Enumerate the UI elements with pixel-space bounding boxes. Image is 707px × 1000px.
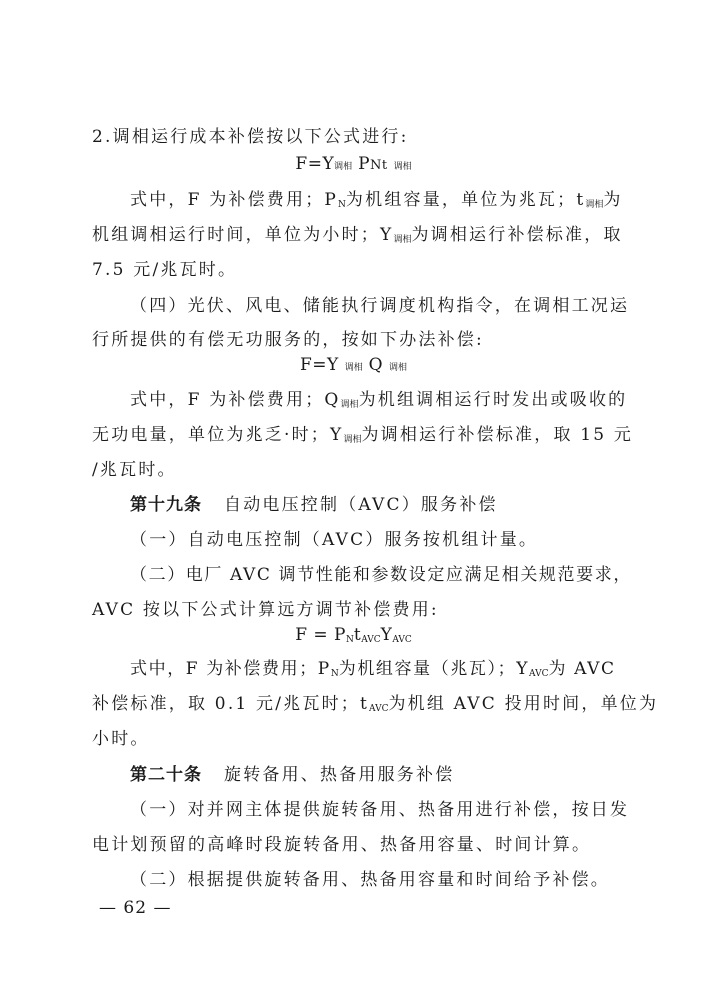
text-line: 无功电量，单位为兆乏·时；$Y_{调相}$为调相运行补偿标准，取 15 元 bbox=[92, 425, 634, 445]
text-line: 式中，F 为补偿费用；$P_N$为机组容量（兆瓦）；$Y_{AVC}$为 AVC bbox=[130, 659, 616, 679]
text-line: 式中，F 为补偿费用；$Q_{调相}$为机组调相运行时发出或吸收的 bbox=[130, 390, 628, 410]
article-19-heading: 第十九条 自动电压控制（AVC）服务补偿 bbox=[130, 495, 498, 515]
text-line: 7.5 元/兆瓦时。 bbox=[92, 260, 238, 280]
formula-2: F=Y 调相 Q 调相 bbox=[300, 355, 407, 375]
formula-1: F=Y调相 PNt 调相 bbox=[295, 154, 412, 174]
text-line: 2.调相运行成本补偿按以下公式进行: bbox=[92, 127, 409, 147]
text-line: AVC 按以下公式计算远方调节补偿费用: bbox=[92, 600, 439, 620]
text-line: 式中，F 为补偿费用；$P_N$为机组容量，单位为兆瓦；$t_{调相}$为 bbox=[130, 190, 623, 210]
page-number: — 62 — bbox=[99, 898, 172, 918]
text-line: （一）对并网主体提供旋转备用、热备用进行补偿，按日发 bbox=[130, 800, 630, 820]
formula-3: $F = P_Nt_{AVC}Y_{AVC}$ bbox=[295, 625, 412, 645]
text-line: 电计划预留的高峰时段旋转备用、热备用容量、时间计算。 bbox=[92, 835, 592, 855]
text-line: （二）根据提供旋转备用、热备用容量和时间给予补偿。 bbox=[130, 870, 610, 890]
text-line: /兆瓦时。 bbox=[92, 460, 177, 480]
text-line: （二）电厂 AVC 调节性能和参数设定应满足相关规范要求， bbox=[130, 565, 632, 585]
article-20-heading: 第二十条 旋转备用、热备用服务补偿 bbox=[130, 765, 455, 785]
text-line: 补偿标准，取 0.1 元/兆瓦时；$t_{AVC}$为机组 AVC 投用时间，单位为 bbox=[92, 694, 659, 714]
text-line: 小时。 bbox=[92, 729, 150, 749]
text-line: 行所提供的有偿无功服务的，按如下办法补偿: bbox=[92, 330, 484, 350]
text-line: （一）自动电压控制（AVC）服务按机组计量。 bbox=[130, 530, 539, 550]
text-line: （四）光伏、风电、储能执行调度机构指令，在调相工况运 bbox=[130, 296, 630, 316]
text-line: 机组调相运行时间，单位为小时；$Y_{调相}$为调相运行补偿标准，取 bbox=[92, 225, 623, 245]
